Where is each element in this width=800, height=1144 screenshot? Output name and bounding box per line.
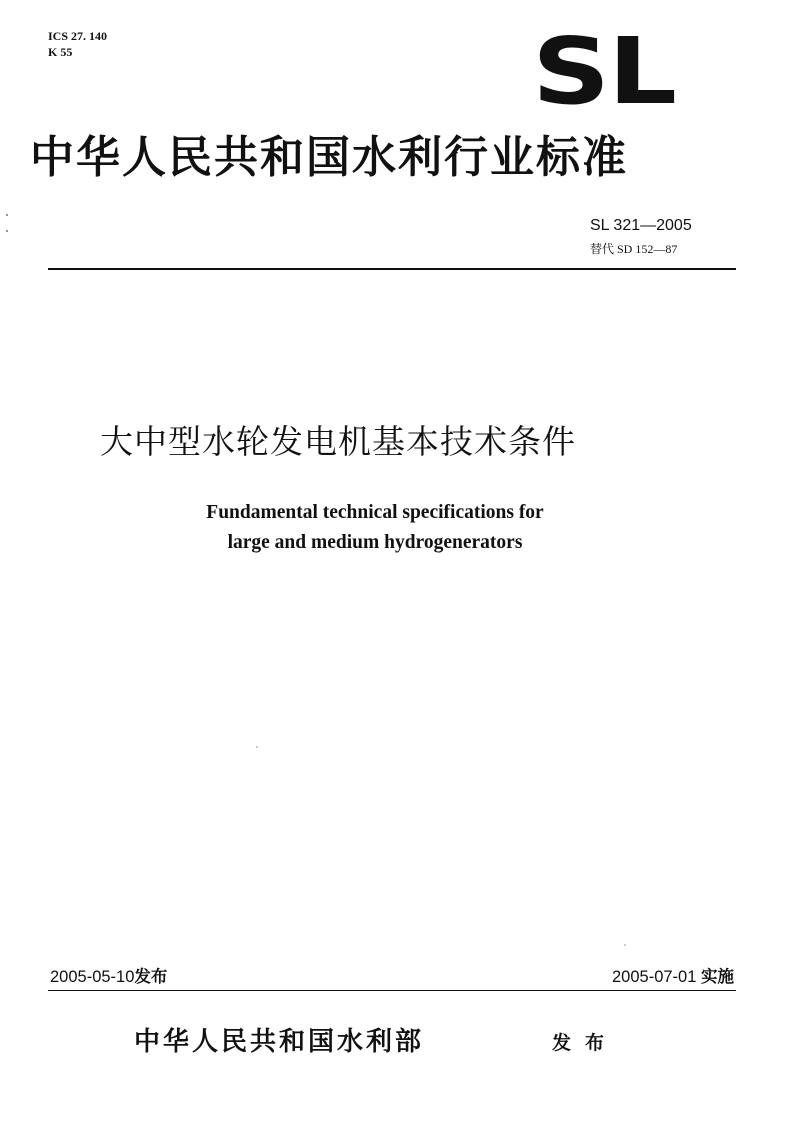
ccs-code: K 55 — [48, 45, 73, 59]
scan-speck — [6, 214, 8, 216]
document-title-cn: 大中型水轮发电机基本技术条件 — [100, 422, 576, 461]
sl-logo: SL — [532, 18, 675, 125]
standard-code-block — [590, 216, 692, 258]
issue-date — [50, 966, 167, 988]
ics-code: ICS 27. 140 — [48, 29, 108, 43]
title-en-line1: Fundamental technical specifications for — [206, 502, 544, 523]
issue-label: 发布 — [134, 968, 168, 986]
scan-speck — [6, 230, 8, 232]
effective-date-value: 2005-07-01 — [612, 968, 697, 986]
header-divider — [48, 268, 736, 270]
publisher-name: 中华人民共和国水利部 — [134, 1027, 425, 1057]
classification-codes — [48, 28, 107, 60]
replaces-code: 替代 SD 152—87 — [590, 242, 678, 256]
header-title: 中华人民共和国水利行业标准 — [30, 132, 628, 183]
scan-speck — [624, 944, 626, 946]
document-title-en — [150, 498, 600, 558]
standard-code: SL 321—2005 — [590, 217, 692, 234]
footer-divider — [48, 990, 736, 991]
issue-date-value: 2005-05-10 — [50, 968, 135, 986]
title-en-line2: large and medium hydrogenerators — [227, 532, 523, 553]
publisher-action: 发布 — [552, 1032, 619, 1054]
scan-speck — [256, 746, 258, 748]
effective-label: 实施 — [701, 968, 734, 986]
effective-date — [612, 966, 734, 988]
